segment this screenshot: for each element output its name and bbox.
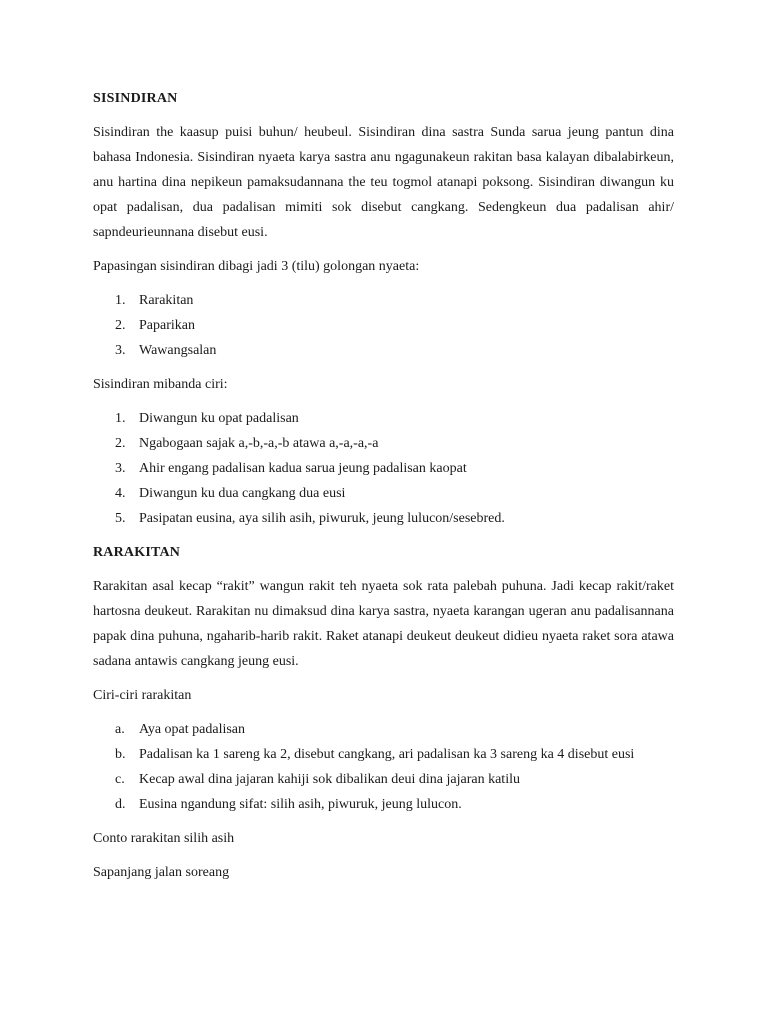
section-heading-rarakitan: RARAKITAN	[93, 545, 181, 560]
list-item: 2. Ngabogaan sajak a,-b,-a,-b atawa a,-a,-a,-a	[115, 436, 379, 451]
rarakitan-traits-list	[93, 717, 674, 817]
example-line: Sapanjang jalan soreang	[93, 865, 230, 880]
example-title: Conto rarakitan silih asih	[93, 831, 235, 846]
list-item: 3. Ahir engang padalisan kadua sarua jeung padalisan kaopat	[115, 461, 467, 476]
traits-list	[93, 406, 674, 531]
list-item: 3. Wawangsalan	[115, 343, 217, 358]
sisindiran-intro-paragraph: Sisindiran the kaasup puisi buhun/ heubeul. Sisindiran dina sastra Sunda sarua jeung pantun dina bahasa Indonesia. Sisindiran nyaeta karya sastra anu ngagunakeun rakitan basa kalayan dibalabirkeun, anu hartina dina nepikeun pamaksudannana the teu togmol atanapi poksong. Sisindiran diwangun ku opat padalisan, dua padalisan mimiti sok disebut cangkang. Sedengkeun dua padalisan ahir/ sapndeurieunnana disebut eusi.	[93, 125, 674, 240]
list-item: d. Eusina ngandung sifat: silih asih, piwuruk, jeung lulucon.	[115, 797, 462, 812]
list-item: 1. Rarakitan	[115, 293, 194, 308]
section-heading-sisindiran: SISINDIRAN	[93, 91, 178, 106]
list-item: 2. Paparikan	[115, 318, 195, 333]
list-item: b. Padalisan ka 1 sareng ka 2, disebut cangkang, ari padalisan ka 3 sareng ka 4 disebut eusi	[115, 747, 635, 762]
traits-intro-text: Sisindiran mibanda ciri:	[93, 377, 228, 392]
list-item: c. Kecap awal dina jajaran kahiji sok dibalikan deui dina jajaran katilu	[115, 772, 520, 787]
types-list	[93, 288, 674, 363]
document-page	[93, 86, 674, 894]
rarakitan-intro-paragraph: Rarakitan asal kecap “rakit” wangun rakit teh nyaeta sok rata palebah puhuna. Jadi kecap rakit/raket hartosna deukeut. Rarakitan nu dimaksud dina karya sastra, nyaeta karangan ugeran anu padalisannana papak dina puhuna, ngaharib-harib rakit. Raket atanapi deukeut deukeut didieu nyaeta raket sora atawa sadana antawis cangkang jeung eusi.	[93, 579, 674, 669]
list-item: 5. Pasipatan eusina, aya silih asih, piwuruk, jeung lulucon/sesebred.	[115, 511, 505, 526]
list-item: 1. Diwangun ku opat padalisan	[115, 411, 299, 426]
types-intro-text: Papasingan sisindiran dibagi jadi 3 (tilu) golongan nyaeta:	[93, 259, 420, 274]
rarakitan-traits-intro-text: Ciri-ciri rarakitan	[93, 688, 192, 703]
list-item: 4. Diwangun ku dua cangkang dua eusi	[115, 486, 346, 501]
list-item: a. Aya opat padalisan	[115, 722, 246, 737]
